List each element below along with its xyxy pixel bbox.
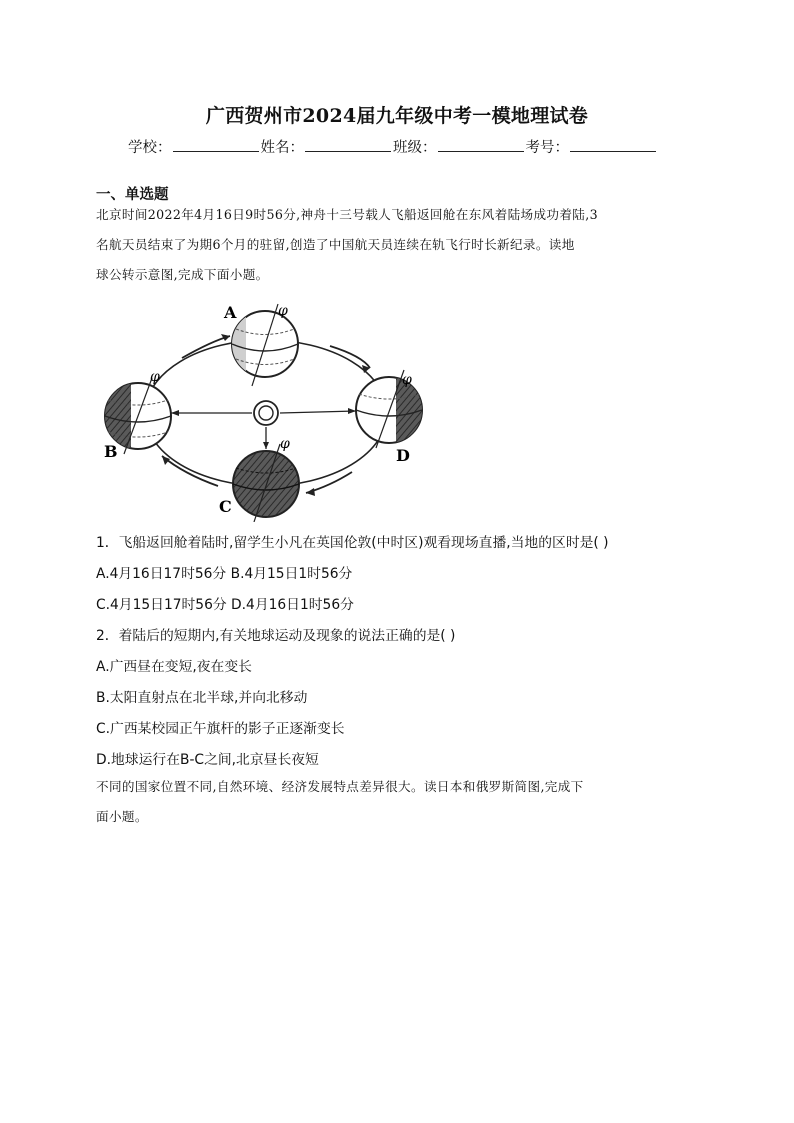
earth-position-d-icon <box>356 370 430 448</box>
axis-symbol: φ <box>150 369 160 385</box>
label-b: B <box>104 442 118 461</box>
direction-arrow <box>162 456 218 486</box>
passage-1 <box>96 200 706 290</box>
earth-revolution-diagram <box>100 296 430 522</box>
label-c: C <box>219 497 232 516</box>
section-heading: 一、单选题 <box>96 187 169 203</box>
student-info-line <box>128 136 658 157</box>
passage-1-line: 球公转示意图,完成下面小题。 <box>96 267 269 282</box>
question-1-option[interactable]: C.4月15日17时56分 D.4月16日1时56分 <box>96 597 354 613</box>
passage-1-line: 北京时间2022年4月16日9时56分,神舟十三号载人飞船返回舱在东风着陆场成功着陆,3 <box>96 207 598 222</box>
question-2-option[interactable]: B.太阳直射点在北半球,并向北移动 <box>96 690 308 706</box>
number-label: 考号： <box>525 140 569 156</box>
name-blank[interactable] <box>305 137 391 152</box>
passage-1-line: 名航天员结束了为期6个月的驻留,创造了中国航天员连续在轨飞行时长新纪录。读地 <box>96 237 575 252</box>
page-title: 广西贺州市2024届九年级中考一模地理试卷 <box>205 105 589 127</box>
axis-symbol: φ <box>280 436 290 452</box>
question-2-option[interactable]: D.地球运行在B-C之间,北京昼长夜短 <box>96 752 319 768</box>
question-2-option[interactable]: A.广西昼在变短,夜在变长 <box>96 659 252 675</box>
name-label: 姓名： <box>260 140 304 156</box>
passage-2-line: 不同的国家位置不同,自然环境、经济发展特点差异很大。读日本和俄罗斯简图,完成下 <box>96 779 584 794</box>
direction-arrow <box>182 336 230 358</box>
question-1-option[interactable]: A.4月16日17时56分 B.4月15日1时56分 <box>96 566 353 582</box>
label-a: A <box>224 303 237 322</box>
direction-arrow <box>330 346 370 368</box>
label-d: D <box>396 446 410 465</box>
passage-2-line: 面小题。 <box>96 809 148 824</box>
school-label: 学校： <box>128 140 172 156</box>
question-2-option[interactable]: C.广西某校园正午旗杆的影子正逐渐变长 <box>96 721 345 737</box>
question-2-stem: 2．着陆后的短期内,有关地球运动及现象的说法正确的是( ) <box>96 628 456 644</box>
school-blank[interactable] <box>173 137 259 152</box>
number-blank[interactable] <box>570 137 656 152</box>
axis-symbol: φ <box>402 372 412 388</box>
sun-icon <box>254 401 278 425</box>
passage-2 <box>96 772 706 832</box>
axis-symbol: φ <box>278 303 288 319</box>
class-blank[interactable] <box>438 137 524 152</box>
earth-position-c-icon <box>233 444 299 522</box>
class-label: 班级： <box>393 140 437 156</box>
question-1-stem: 1．飞船返回舱着陆时,留学生小凡在英国伦敦(中时区)观看现场直播,当地的区时是( ) <box>96 535 609 551</box>
earth-position-a-icon <box>232 304 298 386</box>
